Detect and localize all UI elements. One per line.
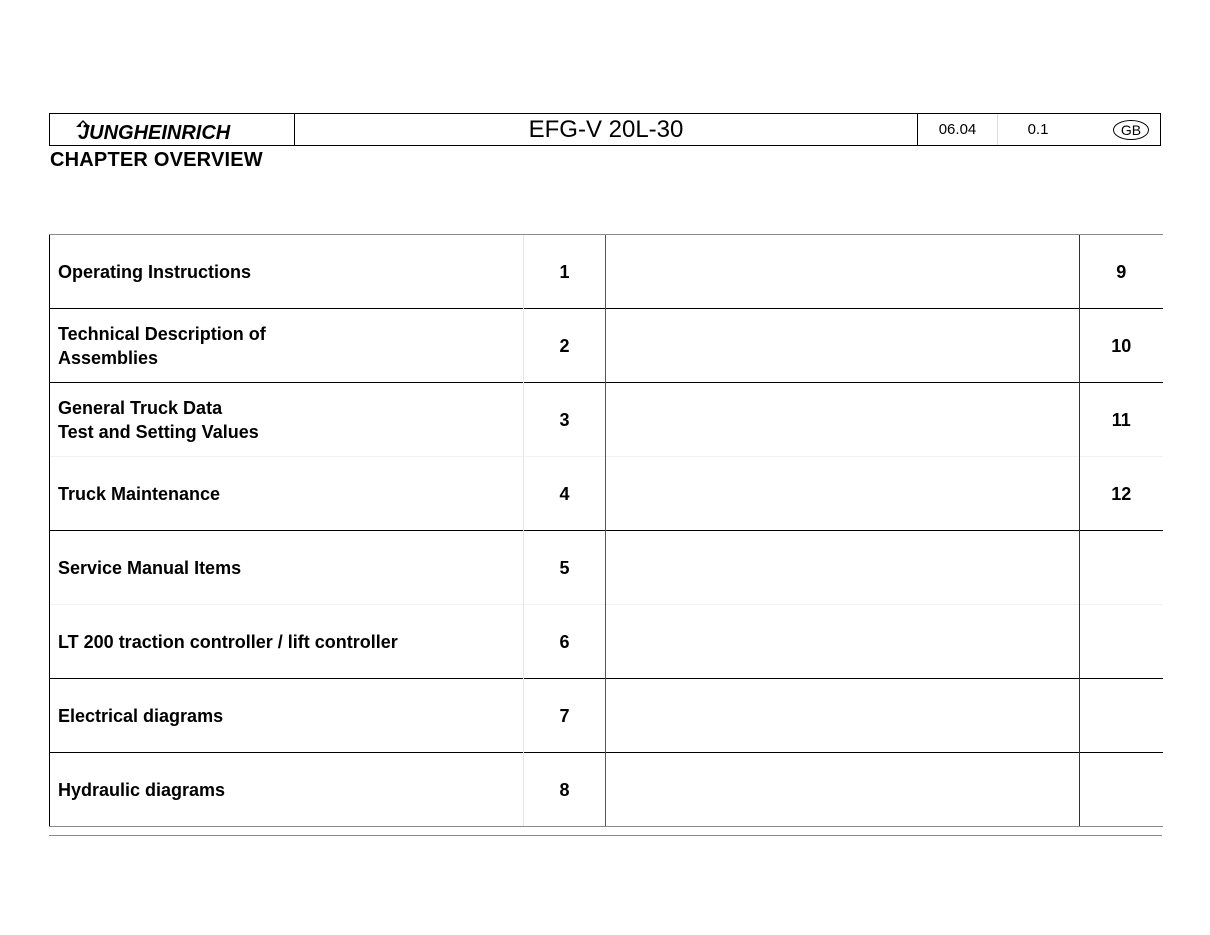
brand-logo <box>50 114 295 145</box>
version-number: 0.1 <box>1027 121 1049 138</box>
page-title: CHAPTER OVERVIEW <box>50 149 263 171</box>
model-name: EFG-V 20L-30 <box>295 114 918 145</box>
chapter-blank-cell <box>606 457 1080 531</box>
chapter-number: 7 <box>524 679 606 753</box>
chapter-blank-cell <box>606 383 1080 457</box>
chapter-row <box>50 531 1163 605</box>
chapter-number: 8 <box>524 753 606 827</box>
chapter-table <box>49 234 1163 827</box>
chapter-label: Operating Instructions <box>50 235 524 309</box>
jungheinrich-logo <box>74 118 274 142</box>
chapter-number: 2 <box>524 309 606 383</box>
chapter-number: 3 <box>524 383 606 457</box>
chapter-label: Truck Maintenance <box>50 457 524 531</box>
chapter-number: 5 <box>524 531 606 605</box>
chapter-label <box>50 383 524 457</box>
chapter-blank-cell <box>606 531 1080 605</box>
chapter-label-line: Technical Description of <box>58 323 266 344</box>
chapter-blank-cell <box>606 605 1080 679</box>
chapter-row <box>50 457 1163 531</box>
chapter-row <box>50 309 1163 383</box>
chapter-label: Service Manual Items <box>50 531 524 605</box>
chapter-blank-cell <box>606 679 1080 753</box>
chapter-number: 4 <box>524 457 606 531</box>
chapter-right-number: 10 <box>1080 309 1163 383</box>
bottom-rule <box>49 835 1162 836</box>
chapter-label-line: General Truck Data <box>58 397 223 418</box>
chapter-label: Hydraulic diagrams <box>50 753 524 827</box>
issue-date: 06.04 <box>918 114 998 145</box>
chapter-right-number <box>1080 605 1163 679</box>
document-header <box>49 113 1161 146</box>
chapter-row <box>50 753 1163 827</box>
chapter-row <box>50 679 1163 753</box>
chapter-label <box>50 309 524 383</box>
chapter-row <box>50 605 1163 679</box>
chapter-blank-cell <box>606 309 1080 383</box>
chapter-right-number: 9 <box>1080 235 1163 309</box>
chapter-right-number: 12 <box>1080 457 1163 531</box>
chapter-blank-cell <box>606 753 1080 827</box>
chapter-right-number <box>1080 531 1163 605</box>
chapter-label-line: Test and Setting Values <box>58 421 259 442</box>
chapter-right-number <box>1080 753 1163 827</box>
svg-text:JUNGHEINRICH: JUNGHEINRICH <box>78 121 231 142</box>
chapter-row <box>50 383 1163 457</box>
chapter-number: 1 <box>524 235 606 309</box>
chapter-blank-cell <box>606 235 1080 309</box>
chapter-right-number <box>1080 679 1163 753</box>
chapter-label-line: Assemblies <box>58 347 159 368</box>
chapter-label: Electrical diagrams <box>50 679 524 753</box>
chapter-row <box>50 235 1163 309</box>
language-cell <box>1078 114 1160 145</box>
chapter-number: 6 <box>524 605 606 679</box>
chapter-label: LT 200 traction controller / lift controller <box>50 605 524 679</box>
language-badge: GB <box>1113 120 1149 140</box>
chapter-right-number: 11 <box>1080 383 1163 457</box>
